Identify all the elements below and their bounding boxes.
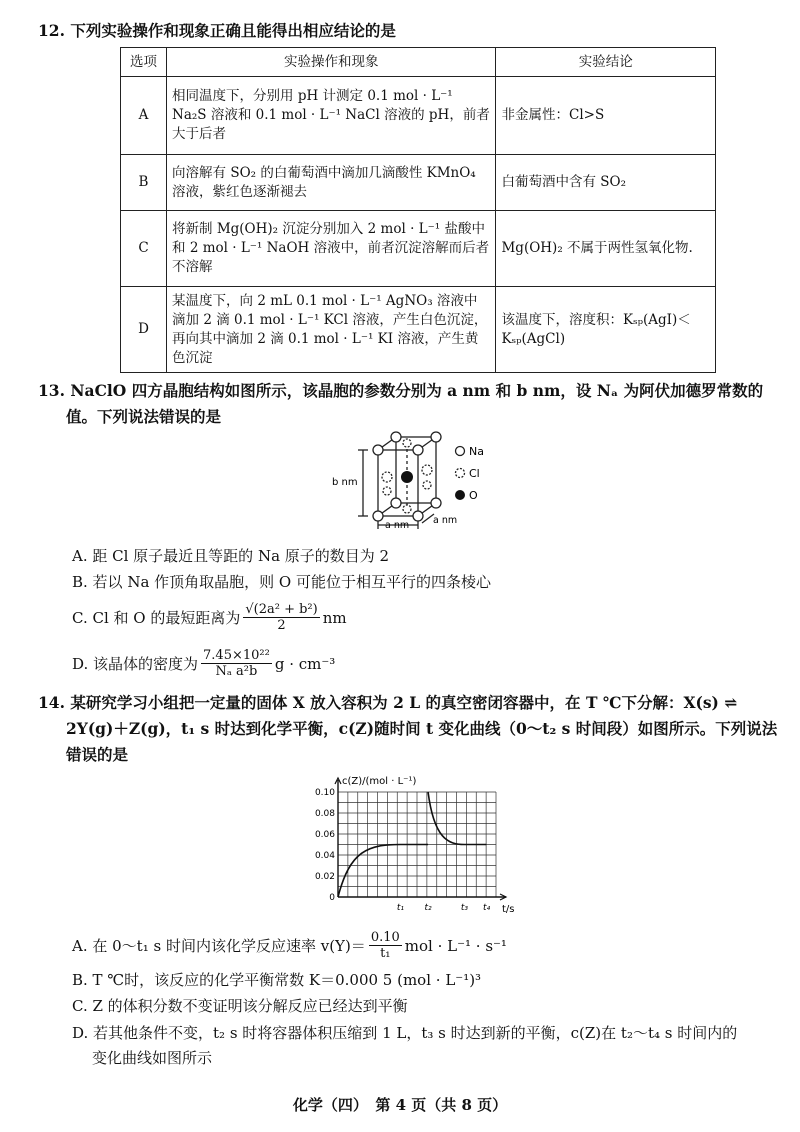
q13-option-d — [72, 648, 335, 679]
na-atom — [413, 445, 423, 455]
q13-option-b: B. 若以 Na 作顶角取晶胞，则 O 可能位于相互平行的四条棱心 — [72, 573, 491, 591]
x-tick-label: t₁ — [396, 903, 404, 913]
chart-xlabel: t/s — [502, 904, 515, 915]
fraction — [243, 602, 319, 633]
q13-option-c — [72, 602, 347, 633]
row-conclusion: 非金属性：Cl>S — [496, 77, 716, 155]
fraction — [369, 930, 402, 961]
na-atom — [391, 432, 401, 442]
q14-option-a — [72, 930, 507, 961]
option-d-text: D. 该晶体的密度为 — [72, 654, 199, 673]
option-c-text: C. Cl 和 O 的最短距离为 — [72, 608, 241, 627]
x-tick-label: t₄ — [482, 903, 491, 913]
row-option: C — [121, 211, 167, 287]
table-row — [121, 211, 716, 287]
header-option: 选项 — [121, 48, 167, 77]
y-tick-label: 0.02 — [314, 872, 335, 882]
row-operation: 向溶解有 SO₂ 的白葡萄酒中滴加几滴酸性 KMnO₄ 溶液，紫红色逐渐褪去 — [167, 155, 496, 211]
option-a-unit: mol · L⁻¹ · s⁻¹ — [404, 936, 507, 955]
legend-cl: Cl — [469, 467, 480, 480]
q14-title-line1: 14. 某研究学习小组把一定量的固体 X 放入容积为 2 L 的真空密闭容器中，在 T ℃下分解：X(s) ⇌ — [38, 693, 738, 712]
row-operation: 将新制 Mg(OH)₂ 沉淀分别加入 2 mol · L⁻¹ 盐酸中和 2 mol · L⁻¹ NaOH 溶液中，前者沉淀溶解而后者不溶解 — [167, 211, 496, 287]
fraction-numerator: 7.45×10²² — [203, 648, 270, 663]
header-operation: 实验操作和现象 — [167, 48, 496, 77]
label-b-nm: b nm — [332, 477, 358, 488]
q14-title-line3: 错误的是 — [66, 745, 129, 764]
y-tick-label: 0.04 — [314, 851, 335, 861]
label-a-nm-side: a nm — [433, 515, 458, 526]
row-operation: 相同温度下，分别用 pH 计测定 0.1 mol · L⁻¹ Na₂S 溶液和 0.1 mol · L⁻¹ NaCl 溶液的 pH，前者大于后者 — [167, 77, 496, 155]
crystal-cell-diagram — [330, 425, 500, 537]
legend-o-icon — [455, 490, 465, 500]
fraction-numerator: √(2a² + b²) — [245, 602, 318, 617]
legend-cl-icon — [456, 469, 465, 478]
legend-na-icon — [456, 447, 465, 456]
cl-atom — [403, 505, 411, 513]
cl-atom — [422, 465, 432, 475]
cl-atom — [403, 439, 411, 447]
fraction-denominator: Nₐ a²b — [215, 664, 258, 679]
y-tick-label: 0.08 — [314, 809, 335, 819]
option-c-unit: nm — [322, 608, 347, 627]
table-row — [121, 287, 716, 373]
row-option: A — [121, 77, 167, 155]
q13-title-line1: 13. NaClO 四方晶胞结构如图所示，该晶胞的参数分别为 a nm 和 b nm，设 Nₐ 为阿伏加德罗常数的 — [38, 381, 764, 400]
legend-na: Na — [469, 445, 484, 458]
table-row — [121, 155, 716, 211]
y-tick-label: 0 — [329, 893, 335, 903]
option-a-text: A. 在 0～t₁ s 时间内该化学反应速率 v(Y)＝ — [72, 936, 366, 955]
na-atom — [373, 445, 383, 455]
na-atom — [413, 511, 423, 521]
na-atom — [431, 432, 441, 442]
q14-option-c: C. Z 的体积分数不变证明该分解反应已经达到平衡 — [72, 997, 408, 1015]
o-atom — [401, 471, 413, 483]
q12-title: 12. 下列实验操作和现象正确且能得出相应结论的是 — [38, 21, 396, 40]
q14-option-d-line1: D. 若其他条件不变，t₂ s 时将容器体积压缩到 1 L，t₃ s 时达到新的平衡，c(Z)在 t₂～t₄ s 时间内的 — [72, 1024, 738, 1042]
row-conclusion: Mg(OH)₂ 不属于两性氢氧化物. — [496, 211, 716, 287]
y-tick-label: 0.06 — [314, 830, 335, 840]
series-curve-1 — [338, 845, 428, 898]
row-option: B — [121, 155, 167, 211]
q14-option-d-line2: 变化曲线如图所示 — [92, 1049, 213, 1067]
fraction — [201, 648, 272, 679]
fraction-denominator: t₁ — [380, 946, 391, 961]
y-tick-label: 0.10 — [314, 788, 335, 798]
page-footer: 化学（四） 第 4 页（共 8 页） — [292, 1096, 508, 1114]
q14-title-line2: 2Y(g)＋Z(g)，t₁ s 时达到化学平衡，c(Z)随时间 t 变化曲线（0～t₂ s 时间段）如图所示。下列说法 — [66, 719, 778, 738]
q13-title-line2: 值。下列说法错误的是 — [66, 407, 222, 426]
fraction-denominator: 2 — [277, 618, 286, 633]
table-header-row — [121, 48, 716, 77]
fraction-numerator: 0.10 — [370, 930, 400, 945]
row-operation: 某温度下，向 2 mL 0.1 mol · L⁻¹ AgNO₃ 溶液中滴加 2 滴 0.1 mol · L⁻¹ KCl 溶液，产生白色沉淀，再向其中滴加 2 滴 0.1 mol · L⁻¹ KI 溶液，产生黄色沉淀 — [167, 287, 496, 373]
cl-atom — [423, 481, 431, 489]
option-d-unit: g · cm⁻³ — [274, 654, 336, 673]
na-atom — [431, 498, 441, 508]
q13-option-a: A. 距 Cl 原子最近且等距的 Na 原子的数目为 2 — [72, 547, 390, 565]
q14-option-b: B. T ℃时，该反应的化学平衡常数 K＝0.000 5 (mol · L⁻¹)³ — [72, 971, 482, 989]
row-option: D — [121, 287, 167, 373]
x-tick-label: t₃ — [460, 903, 468, 913]
table-row — [121, 77, 716, 155]
na-atom — [373, 511, 383, 521]
q12-table — [120, 47, 716, 373]
cl-atom — [383, 487, 391, 495]
chart-ylabel: c(Z)/(mol · L⁻¹) — [342, 776, 417, 787]
cl-atom — [382, 472, 392, 482]
concentration-time-chart — [300, 772, 520, 920]
x-tick-label: t₂ — [424, 903, 432, 913]
na-atom — [391, 498, 401, 508]
label-a-nm-bottom: a nm — [385, 520, 410, 531]
row-conclusion: 白葡萄酒中含有 SO₂ — [496, 155, 716, 211]
row-conclusion: 该温度下，溶度积：Kₛₚ(AgI)＜Kₛₚ(AgCl) — [496, 287, 716, 373]
header-conclusion: 实验结论 — [496, 48, 716, 77]
legend-o: O — [469, 489, 478, 502]
